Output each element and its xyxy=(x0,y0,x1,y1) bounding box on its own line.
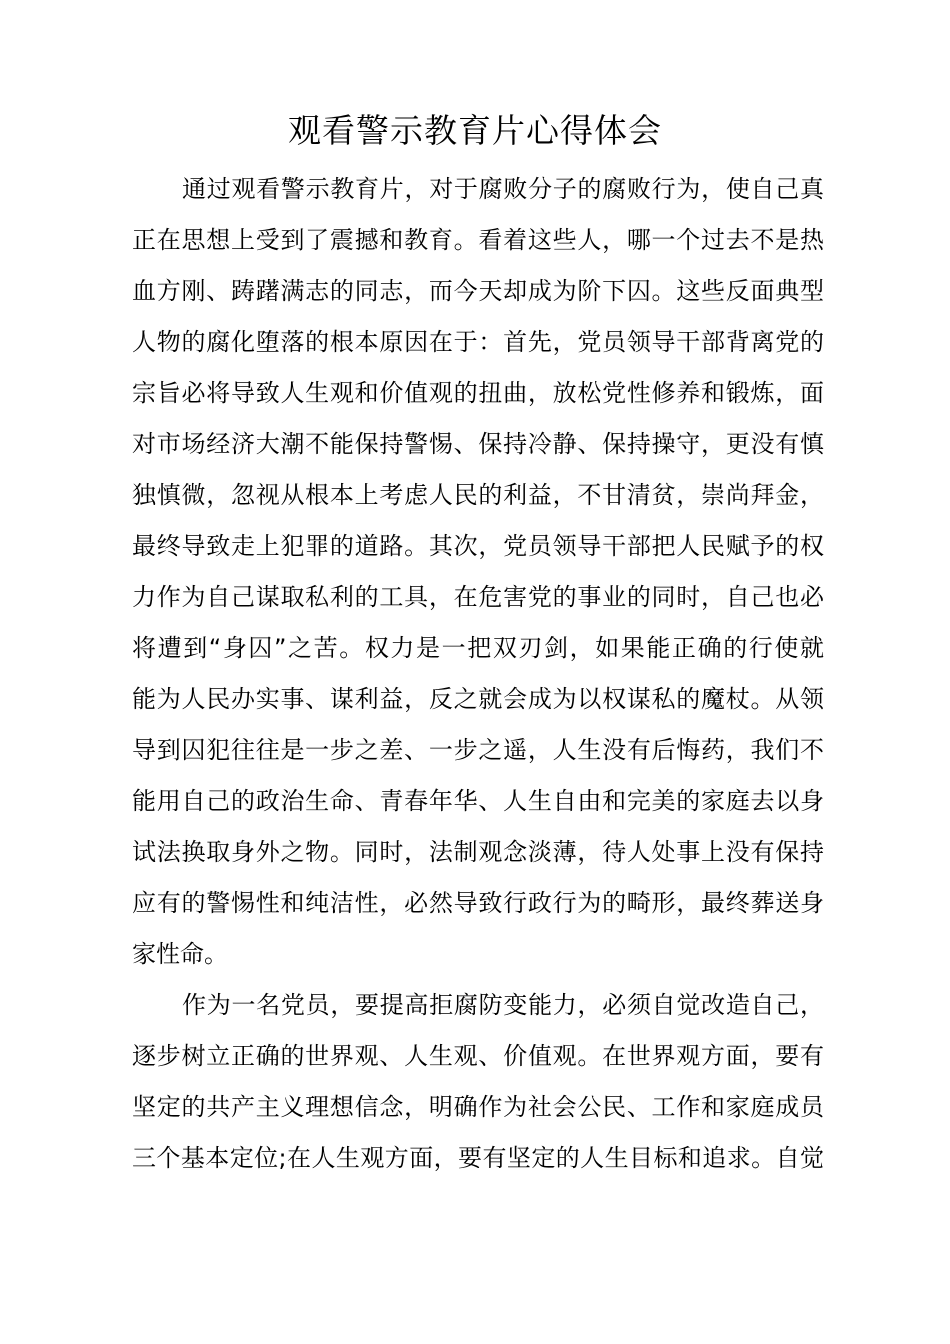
paragraph-line: 试法换取身外之物。同时，法制观念淡薄，待人处事上没有保持 xyxy=(132,838,824,866)
paragraph-line: 家性命。 xyxy=(132,940,228,968)
paragraph-line: 坚定的共产主义理想信念，明确作为社会公民、工作和家庭成员 xyxy=(132,1093,824,1121)
paragraph-line: 三个基本定位;在人生观方面，要有坚定的人生目标和追求。自觉 xyxy=(132,1144,824,1172)
paragraph-1 xyxy=(132,164,824,980)
paragraph-line: 力作为自己谋取私利的工具，在危害党的事业的同时，自己也必 xyxy=(132,583,824,611)
paragraph-line: 导到囚犯往往是一步之差、一步之遥，人生没有后悔药，我们不 xyxy=(132,736,824,764)
paragraph-line: 人物的腐化堕落的根本原因在于：首先，党员领导干部背离党的 xyxy=(132,328,824,356)
paragraph-line: 独慎微，忽视从根本上考虑人民的利益，不甘清贫，崇尚拜金， xyxy=(132,481,824,509)
paragraph-line: 血方刚、踌躇满志的同志，而今天却成为阶下囚。这些反面典型 xyxy=(132,277,824,305)
paragraph-line: 将遭到“身囚”之苦。权力是一把双刃剑，如果能正确的行使就 xyxy=(132,634,824,662)
paragraph-line: 逐步树立正确的世界观、人生观、价值观。在世界观方面，要有 xyxy=(132,1042,824,1070)
paragraph-2 xyxy=(132,980,824,1184)
paragraph-line: 作为一名党员，要提高拒腐防变能力，必须自觉改造自己， xyxy=(182,991,824,1019)
document-body xyxy=(132,164,824,1184)
document-title: 观看警示教育片心得体会 xyxy=(288,111,662,150)
paragraph-line: 最终导致走上犯罪的道路。其次，党员领导干部把人民赋予的权 xyxy=(132,532,824,560)
paragraph-line: 能为人民办实事、谋利益，反之就会成为以权谋私的魔杖。从领 xyxy=(132,685,824,713)
paragraph-line: 应有的警惕性和纯洁性，必然导致行政行为的畸形，最终葬送身 xyxy=(132,889,824,917)
paragraph-line: 能用自己的政治生命、青春年华、人生自由和完美的家庭去以身 xyxy=(132,787,824,815)
paragraph-line: 宗旨必将导致人生观和价值观的扭曲，放松党性修养和锻炼，面 xyxy=(132,379,824,407)
paragraph-line: 通过观看警示教育片，对于腐败分子的腐败行为，使自己真 xyxy=(182,175,824,203)
paragraph-line: 正在思想上受到了震撼和教育。看着这些人，哪一个过去不是热 xyxy=(132,226,824,254)
paragraph-line: 对市场经济大潮不能保持警惕、保持冷静、保持操守，更没有慎 xyxy=(132,430,824,458)
